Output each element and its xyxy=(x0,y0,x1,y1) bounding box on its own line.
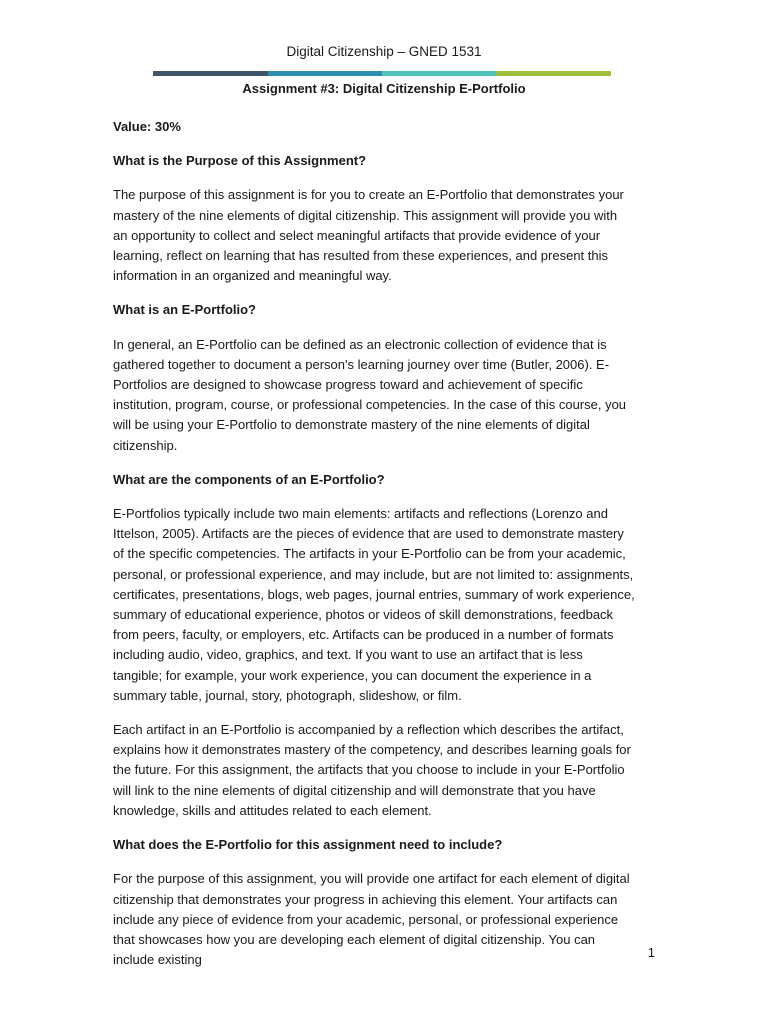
paragraph-include: For the purpose of this assignment, you will provide one artifact for each element of digital citizenship that demonstrates your progress in achieving this element. Your artifacts can include any piece of evidence from your academic, personal, or professional experience that showcases how you are developing each element of digital citizenship. You can include existing xyxy=(113,871,630,968)
bar-segment-2 xyxy=(268,71,382,76)
section-heading-purpose: What is the Purpose of this Assignment? xyxy=(113,153,367,169)
bar-segment-1 xyxy=(153,71,268,76)
document-body xyxy=(113,117,635,984)
paragraph-purpose: The purpose of this assignment is for you to create an E-Portfolio that demonstrates your mastery of the nine elements of digital citizenship. This assignment will provide you with an opportunity to collect and select meaningful artifacts that provide evidence of your learning, reflect on learning that has resulted from these experiences, and present this information in an organized and meaningful way. xyxy=(113,187,624,284)
page-number: 1 xyxy=(647,945,655,960)
bar-segment-3 xyxy=(382,71,496,76)
document-header: Digital Citizenship – GNED 1531 xyxy=(286,44,482,59)
section-heading-include: What does the E-Portfolio for this assignment need to include? xyxy=(113,837,503,853)
bar-segment-4 xyxy=(496,71,611,76)
paragraph-reflection: Each artifact in an E-Portfolio is accompanied by a reflection which describes the artifact, explains how it demonstrates mastery of the competency, and describes learning goals for the future. For this assignment, the artifacts that you choose to include in your E-Portfolio will link to the nine elements of digital citizenship and will demonstrate that you have knowledge, skills and attitudes related to each element. xyxy=(113,722,631,818)
paragraph-artifacts: E-Portfolios typically include two main elements: artifacts and reflections (Lorenzo and Ittelson, 2005). Artifacts are the pieces of evidence that are used to demonstrate mastery of the specific competencies. The artifacts in your E-Portfolio can be from your academic, personal, or professional experience, and may include, but are not limited to: assignments, certificates, presentations, blogs, web pages, journal entries, summary of work experience, summary of educational experience, photos or videos of skill demonstrations, feedback from peers, faculty, or employers, etc. Artifacts can be produced in a number of formats including audio, video, graphics, and text. If you want to use an artifact that is less tangible; for example, your work experience, you can document the experience in a summary table, journal, story, photograph, slideshow, or film. xyxy=(113,506,635,703)
section-heading-components: What are the components of an E-Portfolio? xyxy=(113,471,385,487)
section-heading-what-is: What is an E-Portfolio? xyxy=(113,302,256,318)
header-color-bar xyxy=(153,71,611,76)
assignment-title: Assignment #3: Digital Citizenship E-Portfolio xyxy=(242,81,526,96)
paragraph-what-is: In general, an E-Portfolio can be defined as an electronic collection of evidence that is gathered together to document a person's learning journey over time (Butler, 2006). E-Portfolios are designed to showcase progress toward and achievement of specific institution, program, course, or professional competencies. In the case of this course, you will be using your E-Portfolio to demonstrate mastery of the nine elements of digital citizenship. xyxy=(113,336,627,453)
value-line: Value: 30% xyxy=(113,119,181,134)
